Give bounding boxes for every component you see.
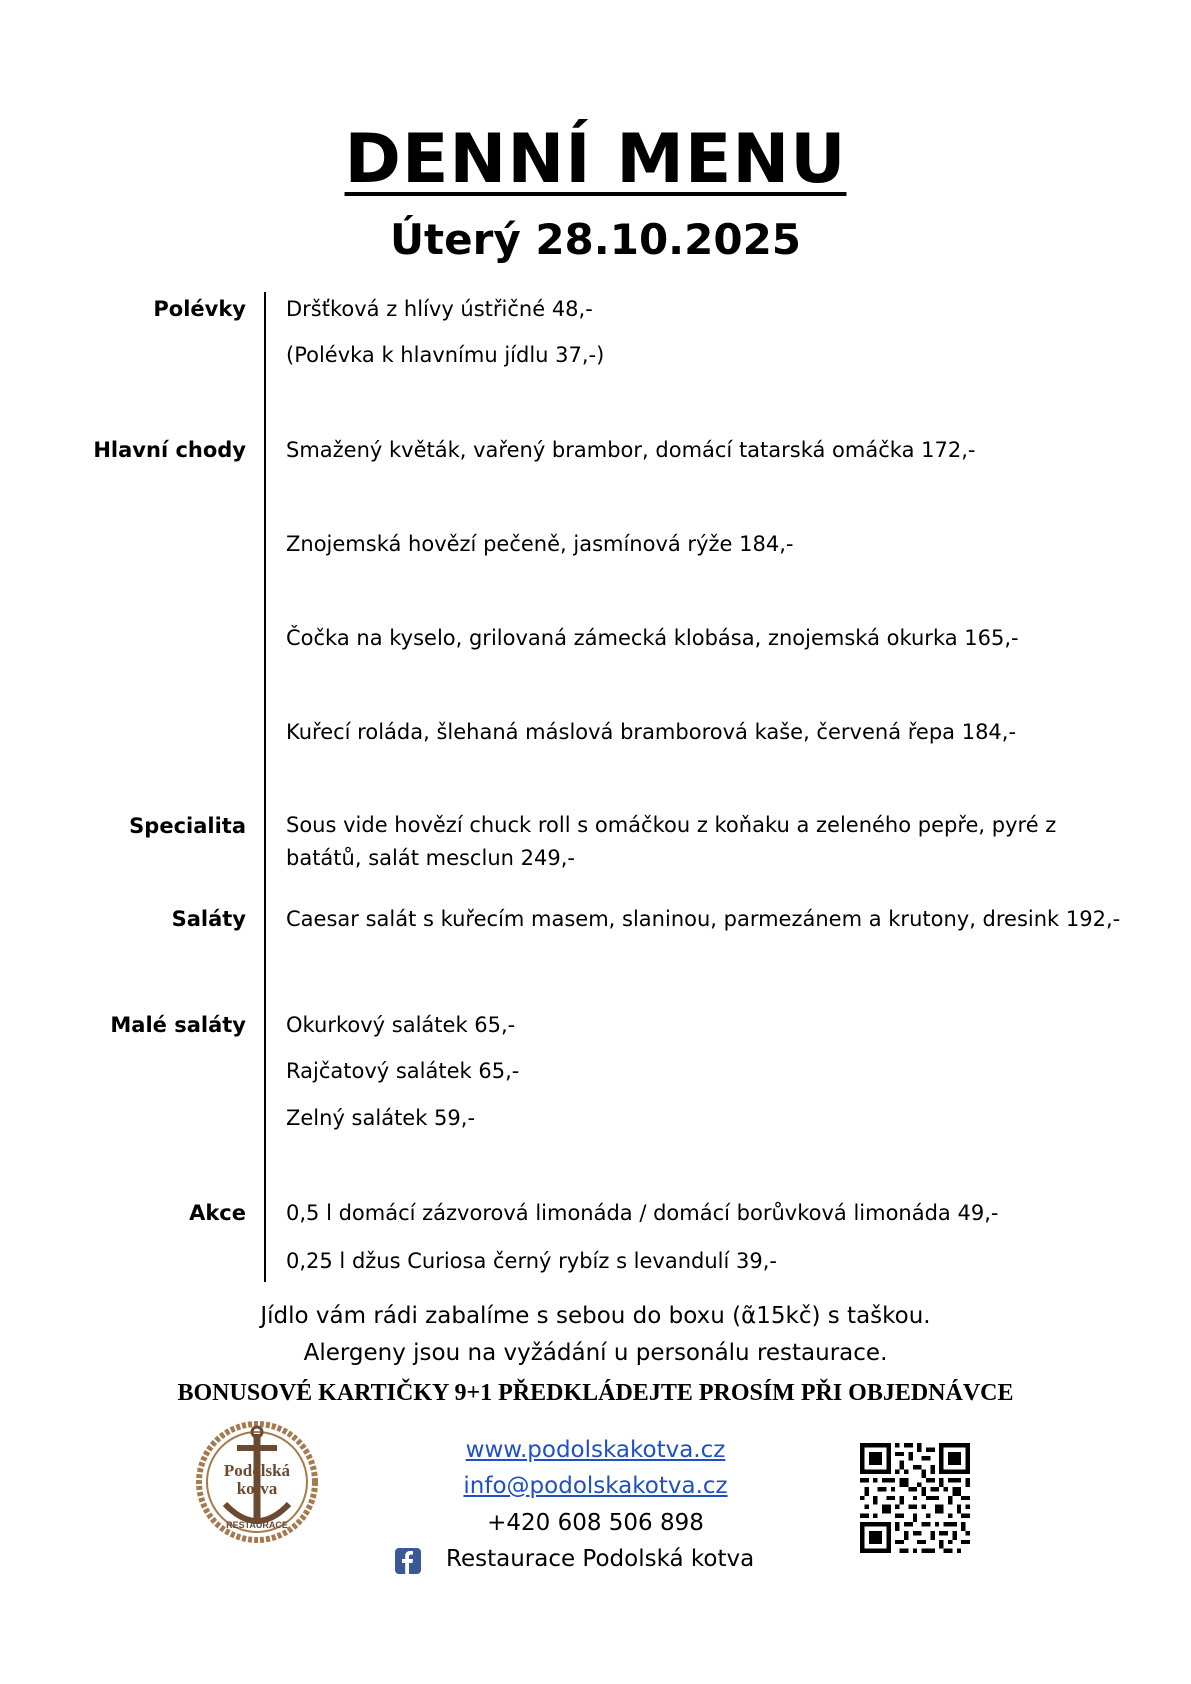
menu-item: (Polévka k hlavnímu jídlu 37,-) bbox=[286, 343, 605, 367]
phone-number: +420 608 506 898 bbox=[487, 1510, 704, 1536]
category-salaty: Saláty bbox=[171, 907, 246, 931]
category-specialita: Specialita bbox=[129, 814, 246, 838]
menu-title: DENNÍ MENU bbox=[344, 120, 847, 199]
menu-item: Smažený květák, vařený brambor, domácí tatarská omáčka 172,- bbox=[286, 438, 976, 462]
menu-item: Kuřecí roláda, šlehaná máslová bramborová kaše, červená řepa 184,- bbox=[286, 720, 1017, 744]
facebook-page-name: Restaurace Podolská kotva bbox=[446, 1546, 755, 1572]
bonus-card-note: BONUSOVÉ KARTIČKY 9+1 PŘEDKLÁDEJTE PROSÍM PŘI OBJEDNÁVCE bbox=[177, 1380, 1014, 1406]
svg-text:kotva: kotva bbox=[236, 1479, 278, 1498]
menu-item: Caesar salát s kuřecím masem, slaninou, parmezánem a krutony, dresink 192,- bbox=[286, 907, 1121, 931]
menu-item: Dršťková z hlívy ústřičné 48,- bbox=[286, 297, 593, 321]
category-polevky: Polévky bbox=[153, 297, 246, 321]
menu-item: Sous vide hovězí chuck roll s omáčkou z koňaku a zeleného pepře, pyré z batátů, salát mesclun 249,- bbox=[286, 813, 1057, 870]
qr-code bbox=[860, 1443, 970, 1553]
allergen-note: Alergeny jsou na vyžádání u personálu restaurace. bbox=[303, 1340, 888, 1366]
menu-item: Okurkový salátek 65,- bbox=[286, 1013, 516, 1037]
email-link[interactable]: info@podolskakotva.cz bbox=[463, 1473, 728, 1499]
category-akce: Akce bbox=[189, 1201, 246, 1225]
menu-item: Rajčatový salátek 65,- bbox=[286, 1059, 520, 1083]
menu-item: Čočka na kyselo, grilovaná zámecká klobása, znojemská okurka 165,- bbox=[286, 626, 1019, 650]
column-divider bbox=[264, 292, 266, 1282]
menu-item: Znojemská hovězí pečeně, jasmínová rýže 184,- bbox=[286, 532, 794, 556]
menu-item: 0,25 l džus Curiosa černý rybíz s levandulí 39,- bbox=[286, 1249, 777, 1273]
facebook-icon[interactable] bbox=[395, 1548, 421, 1574]
svg-text:Podolská: Podolská bbox=[223, 1461, 291, 1480]
menu-item: Zelný salátek 59,- bbox=[286, 1106, 476, 1130]
category-hlavni-chody: Hlavní chody bbox=[93, 438, 246, 462]
menu-date: Úterý 28.10.2025 bbox=[389, 215, 802, 264]
category-male-salaty: Malé saláty bbox=[110, 1013, 246, 1037]
packaging-note: Jídlo vám rádi zabalíme s sebou do boxu (ᾶ15kč) s taškou. bbox=[260, 1303, 931, 1329]
menu-item: 0,5 l domácí zázvorová limonáda / domácí borůvková limonáda 49,- bbox=[286, 1201, 999, 1225]
svg-text:RESTAURACE: RESTAURACE bbox=[226, 1520, 288, 1530]
website-link[interactable]: www.podolskakotva.cz bbox=[465, 1437, 726, 1463]
